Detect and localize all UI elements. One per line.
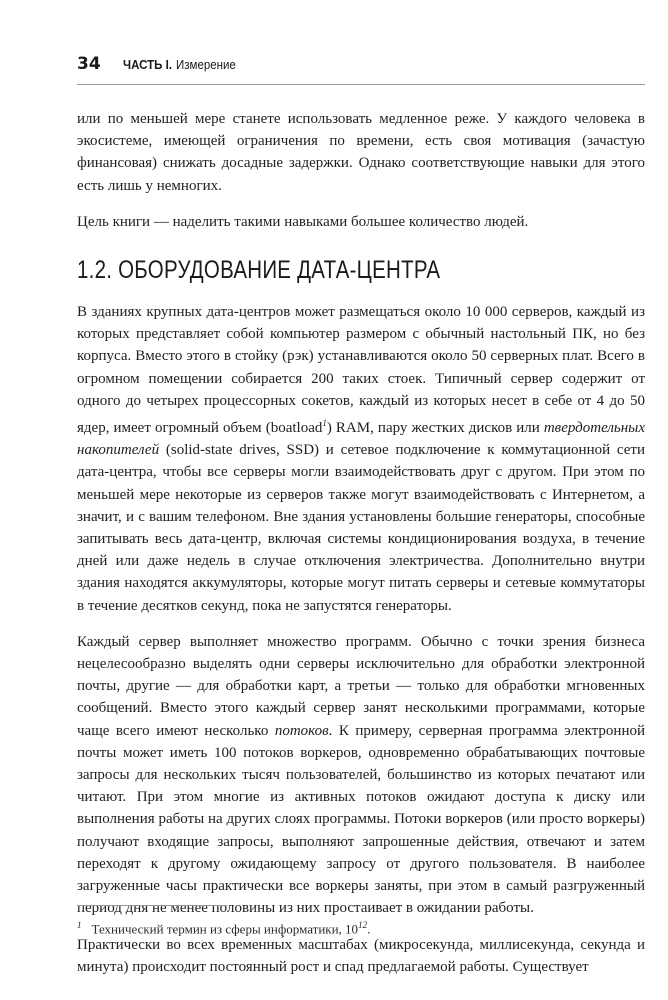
paragraph-book-goal: Цель книги — наделить такими навыками большее количество людей.	[77, 213, 529, 230]
paragraph-datacenter-text-3: (solid-state drives, SSD) и сетевое подключение к коммутационной сети дата-центра, чтобы все серверы могли взаимодействовать друг с другом. При этом по меньшей мере некоторые из серверов также могут взаимодействовать с Интернетом, а значит, и с вашим телефоном. Вне здания установлены большие генераторы, способные запитывать весь дата-центр, включая системы кондиционирования воздуха, в течение дней или даже недель в случае отключения электричества. Дополнительно внутри здания находятся аккумуляторы, которые могут питать серверы и сетевые коммутаторы в течение десятков секунд, пока не запустятся генераторы.	[77, 442, 645, 614]
paragraph-servers	[77, 631, 645, 920]
footnote-mark: 1	[77, 920, 82, 930]
paragraph-timescales: Практически во всех временны́х масштабах (микросекунда, миллисекунда, секунда и минута) происходит постоянный рост и спад предлагаемой работы. Существует	[77, 936, 645, 975]
paragraph-servers-text-1: Каждый сервер выполняет множество программ. Обычно с точки зрения бизнеса нецелесообразно выделять одни серверы исключительно для обработки электронной почты, другие — для обработки карт, а третьи — только для обработки мгновенных сообщений. Вместо этого каждый сервер занят несколькими программами, которые чаще всего имеют несколько	[77, 633, 645, 739]
page-body	[77, 108, 645, 986]
header-divider	[77, 84, 645, 85]
paragraph-datacenter-text-1: В зданиях крупных дата-центров может размещаться около 10 000 серверов, каждый из которых представляет собой компьютер размером с обычный настольный ПК, но без корпуса. Вместо этого в стойку (рэк) устанавливаются около 50 серверных плат. Всего в огромном помещении собирается 200 таких стоек. Типичный сервер содержит от одного до четырех процессорных сокетов, каждый из которых несет в себе от 4 до 50 ядер, имеет огромный объем (boatload	[77, 304, 645, 437]
part-label: ЧАСТЬ I.	[122, 58, 172, 72]
running-header	[77, 54, 645, 76]
paragraph-intro-continuation: или по меньшей мере станете использовать медленное реже. У каждого человека в экосистеме, имеющей ограничения по времени, есть своя мотивация (зачастую финансовая) снижать досадные задержки. Однако соответствующие навыки для этого есть лишь у немногих.	[77, 111, 645, 194]
paragraph-servers-text-2: . К примеру, серверная программа электронной почты может иметь 100 потоков воркеров, одновременно обрабатывающих почтовые запросы для нескольких тысяч пользователей, большинство из которых печатают или читают. При этом многие из активных потоков ожидают доступа к диску или выполнения работы на других слоях программы. Потоки воркеров (или просто воркеры) получают входящие запросы, выполняют запрошенные действия, отвечают и затем переходят к другому ожидающему запросу от другого пользователя. В наиболее загруженные часы практически все воркеры заняты, при этом в самый разгруженный период дня не менее половины из них простаивает в ожидании работы.	[77, 722, 646, 917]
page-number: 34	[77, 54, 101, 74]
italic-term-ssd: твердотельных накопителей	[77, 420, 645, 459]
footnote-end: .	[367, 921, 371, 937]
part-title: Измерение	[175, 58, 236, 72]
footnote	[77, 916, 645, 938]
footnote-text: Технический термин из сферы информатики, 10	[91, 921, 359, 937]
paragraph-datacenter	[77, 301, 645, 617]
paragraph-datacenter-text-2: ) RAM, пару жестких дисков или	[326, 420, 544, 437]
footnote-reference: 1	[322, 418, 327, 429]
italic-term-threads: потоков	[274, 722, 329, 739]
footnote-exponent: 12	[358, 920, 368, 930]
section-heading: 1.2. ОБОРУДОВАНИЕ ДАТА-ЦЕНТРА	[77, 256, 441, 285]
footnote-divider	[77, 905, 227, 906]
